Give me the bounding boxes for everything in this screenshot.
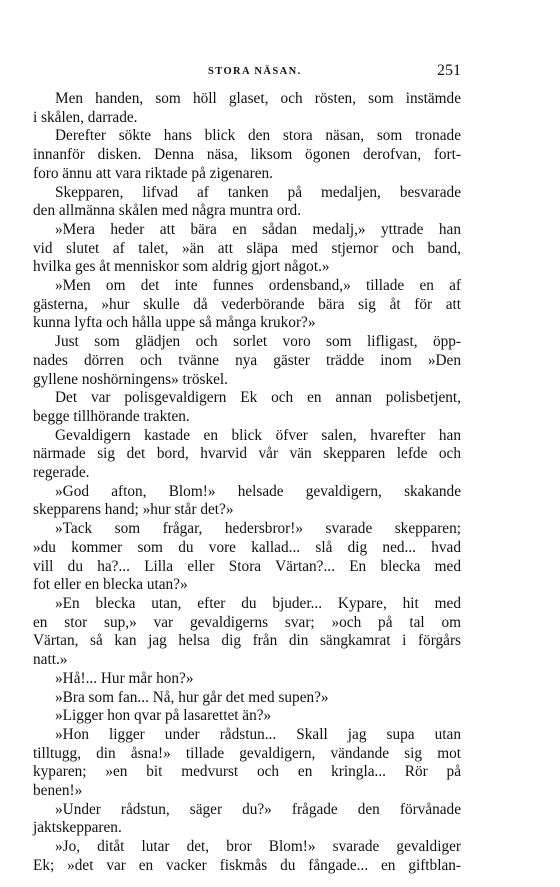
text-line: Ek; »det var en vacker fiskmås du fångade... en giftblan- [33,856,461,874]
text-line: i skålen, darrade. [33,108,138,126]
text-line: »Hå!... Hur mår hon?» [55,669,194,687]
text-line: »En blecka utan, efter du bjuder... Kypare, hit med [55,594,461,612]
text-line: närmade sig det bord, hvarvid vår vän skepparen lefde och [33,445,461,463]
text-line: natt.» [33,651,68,669]
text-line: foro ännu att vara riktade på zigenaren. [33,164,273,182]
text-line: »Jo, ditåt lutar det, bror Blom!» svarade gevaldiger [55,838,461,856]
text-line: den allmänna skålen med några muntra ord. [33,202,302,220]
text-line: hvilka ges åt menniskor som aldrig gjort något.» [33,258,330,276]
text-line: »God afton, Blom!» helsade gevaldigern, skakande [55,482,461,500]
text-line: en stor sup,» var gevaldigerns svar; »och på tal om [33,613,461,631]
text-line: gyllene noshörningens» tröskel. [33,370,229,388]
text-line: Derefter sökte hans blick den stora näsan, som tronade [55,127,461,145]
text-line: Värtan, så kan jag helsa dig från din sängkamrat i förgårs [33,632,461,650]
text-line: vill du ha?... Lilla eller Stora Värtan?... En blecka med [33,557,461,575]
text-line: »Ligger hon qvar på lasarettet än?» [55,707,272,725]
text-line: jaktskepparen. [33,819,122,837]
text-line: »du kommer som du vore kallad... slå dig ned... hvad [33,538,461,556]
text-line: »Hon ligger under rådstun... Skall jag supa utan [55,725,461,743]
running-head: STORA NÄSAN. [208,66,302,77]
body-text [33,90,461,876]
text-line: kunna lyfta och hålla uppe så många krukor?» [33,314,316,332]
text-line: innanför disken. Denna näsa, liksom ögonen derofvan, fort- [33,146,461,164]
text-line: Skepparen, lifvad af tanken på medaljen, besvarade [55,183,461,201]
text-line: benen!» [33,782,83,800]
text-line: tilltugg, din åsna!» tillade gevaldigern, vändande sig mot [33,744,461,762]
text-line: gästerna, »hur skulle då vederbörande bära sig åt för att [33,295,461,313]
text-line: »Bra som fan... Nå, hur går det med supen?» [55,688,329,706]
text-line: »Tack som frågar, hedersbror!» svarade skepparen; [55,520,461,538]
page-number: 251 [437,62,461,79]
text-line: begge tillhörande trakten. [33,407,190,425]
text-line: Just som glädjen och sorlet voro som lifligast, öpp- [55,333,461,351]
text-line: skepparens hand; »hur står det?» [33,501,234,519]
text-line: regerade. [33,464,90,482]
text-line: nades dörren och tvänne nya gäster trädde inom »Den [33,351,461,369]
text-line: »Under rådstun, säger du?» frågade den förvånade [55,800,461,818]
text-line: fot eller en blecka utan?» [33,576,188,594]
text-line: »Mera heder att bära en sådan medalj,» yttrade han [55,220,461,238]
text-line: kyparen; »en bit medvurst och en kringla... Rör på [33,763,461,781]
text-line: »Men om det inte funnes ordensband,» tillade en af [55,277,461,295]
page-header [33,60,461,90]
text-line: Gevaldigern kastade en blick öfver salen, hvarefter han [55,426,461,444]
text-line: vid slutet af talet, »än att släpa med stjernor och band, [33,239,461,257]
text-line: Men handen, som höll glaset, och rösten, som instämde [55,90,461,107]
text-line: Det var polisgevaldigern Ek och en annan polisbetjent, [55,389,461,407]
book-page [33,60,461,876]
